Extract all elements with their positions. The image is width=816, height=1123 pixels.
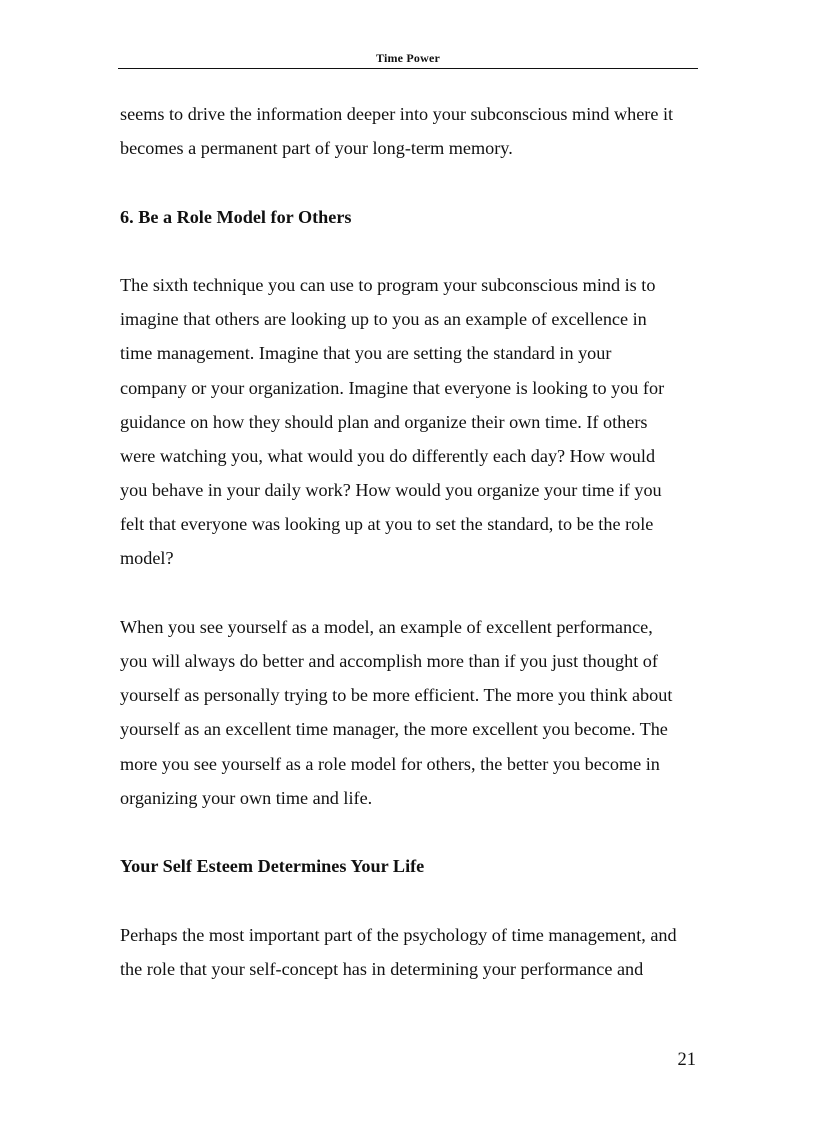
text-line: guidance on how they should plan and organize their own time. If others bbox=[120, 411, 648, 432]
paragraph-gap bbox=[120, 815, 700, 849]
paragraph-gap bbox=[120, 883, 700, 917]
paragraph-continuation bbox=[120, 97, 700, 165]
text-line: more you see yourself as a role model for others, the better you become in bbox=[120, 753, 660, 774]
text-line: you behave in your daily work? How would you organize your time if you bbox=[120, 480, 662, 501]
text-line: felt that everyone was looking up at you to set the standard, to be the role bbox=[120, 514, 654, 535]
text-line: model? bbox=[120, 548, 174, 569]
text-line: becomes a permanent part of your long-term memory. bbox=[120, 138, 513, 159]
text-line: The sixth technique you can use to program your subconscious mind is to bbox=[120, 274, 656, 295]
page-body bbox=[120, 97, 700, 986]
paragraph-gap bbox=[120, 165, 700, 199]
text-line: Perhaps the most important part of the psychology of time management, and bbox=[120, 924, 677, 945]
running-header: Time Power bbox=[375, 51, 441, 65]
text-line: you will always do better and accomplish more than if you just thought of bbox=[120, 651, 658, 671]
text-line: time management. Imagine that you are setting the standard in your bbox=[120, 343, 612, 364]
paragraph-gap bbox=[120, 576, 700, 610]
section-heading-role-model: 6. Be a Role Model for Others bbox=[120, 206, 352, 227]
text-line: organizing your own time and life. bbox=[120, 787, 373, 808]
paragraph-see-yourself-as-model bbox=[120, 610, 700, 815]
text-line: When you see yourself as a model, an example of excellent performance, bbox=[120, 616, 653, 637]
text-line: the role that your self-concept has in determining your performance and bbox=[120, 958, 644, 979]
text-line: were watching you, what would you do differently each day? How would bbox=[120, 445, 656, 466]
text-line: company or your organization. Imagine that everyone is looking to you for bbox=[120, 377, 665, 398]
text-line: seems to drive the information deeper into your subconscious mind where it bbox=[120, 104, 674, 124]
text-line: yourself as personally trying to be more efficient. The more you think about bbox=[120, 685, 673, 706]
text-line: imagine that others are looking up to you as an example of excellence in bbox=[120, 309, 647, 330]
text-line: yourself as an excellent time manager, the more excellent you become. The bbox=[120, 719, 668, 740]
paragraph-role-model-technique bbox=[120, 268, 700, 576]
header-rule bbox=[118, 68, 698, 69]
section-heading-self-esteem: Your Self Esteem Determines Your Life bbox=[120, 856, 425, 877]
page-number: 21 bbox=[677, 1050, 696, 1070]
paragraph-psychology bbox=[120, 918, 700, 986]
paragraph-gap bbox=[120, 234, 700, 268]
